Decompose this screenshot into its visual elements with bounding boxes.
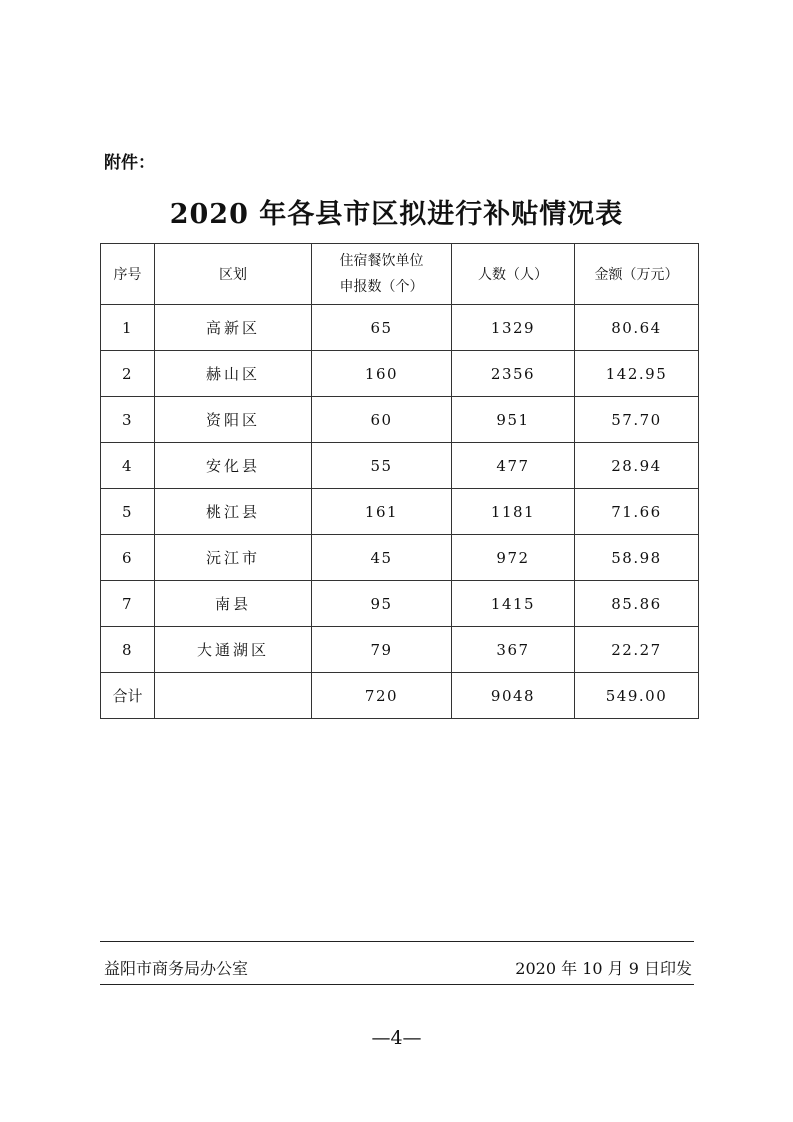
row-district: 赫山区 xyxy=(155,351,312,397)
row-district: 沅江市 xyxy=(155,535,312,581)
total-district xyxy=(155,673,312,719)
row-no: 4 xyxy=(101,443,155,489)
table-row xyxy=(101,397,699,443)
header-units-line1: 住宿餐饮单位 xyxy=(339,253,424,269)
header-district: 区划 xyxy=(155,244,312,305)
row-no: 1 xyxy=(101,305,155,351)
row-amount: 80.64 xyxy=(575,305,699,351)
row-units: 161 xyxy=(312,489,452,535)
table-total-row xyxy=(101,673,699,719)
row-no: 6 xyxy=(101,535,155,581)
row-district: 资阳区 xyxy=(155,397,312,443)
header-amount: 金额（万元） xyxy=(575,244,699,305)
row-units: 160 xyxy=(312,351,452,397)
row-amount: 28.94 xyxy=(575,443,699,489)
row-amount: 142.95 xyxy=(575,351,699,397)
total-people: 9048 xyxy=(452,673,575,719)
table-header-row xyxy=(101,244,699,305)
row-units: 95 xyxy=(312,581,452,627)
table-row xyxy=(101,581,699,627)
row-units: 65 xyxy=(312,305,452,351)
row-amount: 57.70 xyxy=(575,397,699,443)
row-amount: 71.66 xyxy=(575,489,699,535)
row-no: 3 xyxy=(101,397,155,443)
total-units: 720 xyxy=(312,673,452,719)
row-units: 79 xyxy=(312,627,452,673)
row-district: 安化县 xyxy=(155,443,312,489)
attachment-label: 附件： xyxy=(104,153,155,173)
row-units: 45 xyxy=(312,535,452,581)
total-label: 合计 xyxy=(101,673,155,719)
footer-date: 2020 年 10 月 9 日印发 xyxy=(515,959,692,978)
row-people: 1181 xyxy=(452,489,575,535)
header-people: 人数（人） xyxy=(452,244,575,305)
header-units-line2: 申报数（个） xyxy=(339,279,424,295)
row-people: 367 xyxy=(452,627,575,673)
row-district: 大通湖区 xyxy=(155,627,312,673)
subsidy-table xyxy=(100,243,699,719)
row-district: 南县 xyxy=(155,581,312,627)
row-district: 高新区 xyxy=(155,305,312,351)
page-title: 2020 年各县市区拟进行补贴情况表 xyxy=(169,199,624,230)
table-row xyxy=(101,627,699,673)
row-amount: 58.98 xyxy=(575,535,699,581)
header-no: 序号 xyxy=(101,244,155,305)
row-district: 桃江县 xyxy=(155,489,312,535)
row-people: 972 xyxy=(452,535,575,581)
footer-top-rule xyxy=(100,941,694,942)
row-amount: 22.27 xyxy=(575,627,699,673)
page-number: —4— xyxy=(371,1027,422,1049)
table-row xyxy=(101,443,699,489)
table-row xyxy=(101,489,699,535)
row-no: 7 xyxy=(101,581,155,627)
row-people: 951 xyxy=(452,397,575,443)
total-amount: 549.00 xyxy=(575,673,699,719)
row-people: 1329 xyxy=(452,305,575,351)
row-units: 60 xyxy=(312,397,452,443)
row-people: 477 xyxy=(452,443,575,489)
table-row xyxy=(101,351,699,397)
table-row xyxy=(101,305,699,351)
row-no: 2 xyxy=(101,351,155,397)
row-units: 55 xyxy=(312,443,452,489)
footer-bottom-rule xyxy=(100,984,694,985)
row-no: 5 xyxy=(101,489,155,535)
row-people: 1415 xyxy=(452,581,575,627)
row-no: 8 xyxy=(101,627,155,673)
footer-issuer: 益阳市商务局办公室 xyxy=(104,959,249,978)
row-people: 2356 xyxy=(452,351,575,397)
row-amount: 85.86 xyxy=(575,581,699,627)
header-units xyxy=(312,244,452,305)
table-row xyxy=(101,535,699,581)
